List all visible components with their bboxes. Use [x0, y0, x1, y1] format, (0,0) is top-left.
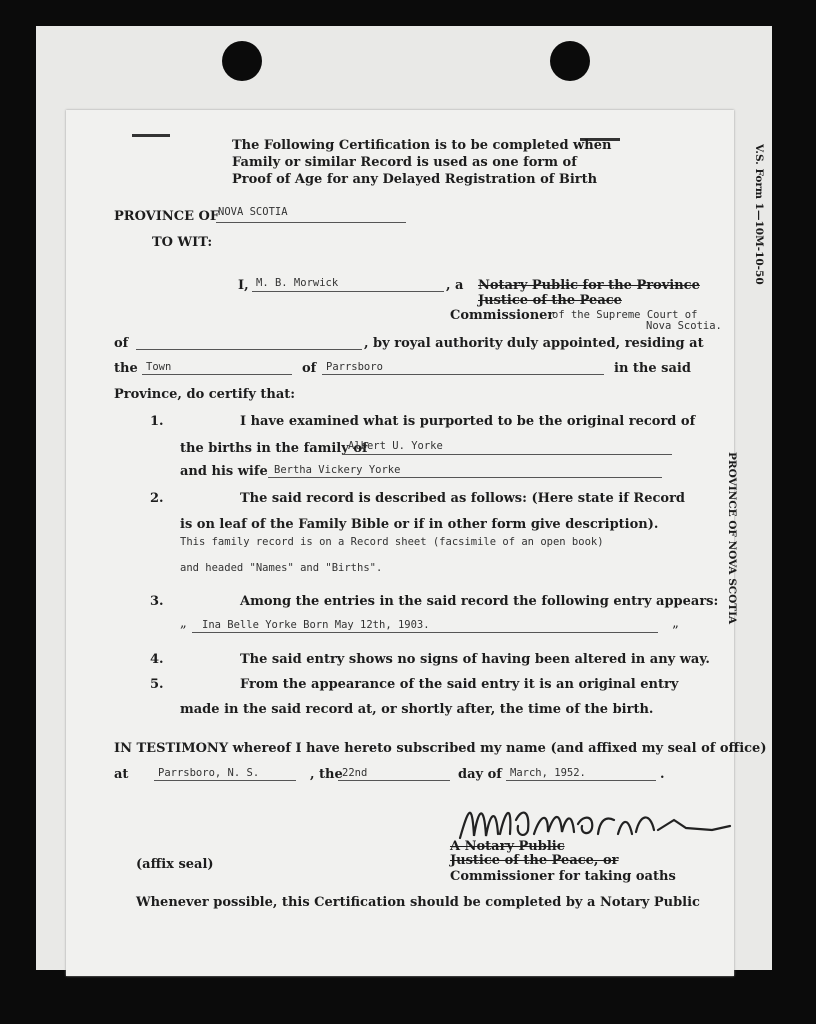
close-quote: ”: [672, 624, 679, 639]
item-4-line-1: The said entry shows no signs of having been altered in any way.: [240, 652, 710, 667]
testimony-period: .: [660, 767, 665, 782]
testimony-the: , the: [310, 767, 343, 782]
authority-text: , by royal authority duly appointed, residing at: [364, 336, 704, 351]
header-line-2: Family or similar Record is used as one form of: [232, 155, 577, 170]
residence-in-said: in the said: [614, 361, 691, 376]
testimony-month-year: March, 1952.: [510, 767, 586, 779]
to-wit-label: TO WIT:: [152, 235, 213, 250]
certifier-prefix: I,: [238, 278, 249, 293]
province-label: PROVINCE OF: [114, 209, 220, 224]
item-1-number: 1.: [150, 414, 164, 429]
mother-name: Bertha Vickery Yorke: [274, 464, 401, 476]
item-5-line-1: From the appearance of the said entry it is an original entry: [240, 677, 679, 692]
item-1-wife: and his wife: [180, 464, 268, 479]
testimony-line-1: IN TESTIMONY whereof I have hereto subscribed my name (and affixed my seal of office): [114, 741, 767, 756]
item-3-line-1: Among the entries in the said record the following entry appears:: [240, 594, 719, 609]
title-struck-notary: Notary Public for the Province: [478, 278, 700, 293]
father-name: Albert U. Yorke: [348, 440, 443, 452]
testimony-place: Parrsboro, N. S.: [158, 767, 260, 779]
item-2-line-2: is on leaf of the Family Bible or if in other form give description).: [180, 517, 659, 532]
certifier-name: M. B. Morwick: [256, 277, 339, 289]
signature-struck-justice: Justice of the Peace, or: [450, 853, 619, 868]
item-5-number: 5.: [150, 677, 164, 692]
residence-type: Town: [146, 361, 172, 373]
province-field-line: [216, 222, 406, 223]
item-3-number: 3.: [150, 594, 164, 609]
open-quote: „: [180, 616, 187, 631]
authority-line: [136, 349, 362, 350]
margin-mark: [132, 134, 170, 137]
item-1-line-1: I have examined what is purported to be the original record of: [240, 414, 696, 429]
signature-struck-notary: A Notary Public: [450, 839, 565, 854]
testimony-day-of: day of: [458, 767, 502, 782]
header-line-1: The Following Certification is to be completed when: [232, 138, 612, 153]
title-supreme-court: of the Supreme Court of: [552, 309, 698, 321]
affix-seal: (affix seal): [136, 857, 214, 872]
province-certify: Province, do certify that:: [114, 387, 296, 402]
footer-note: Whenever possible, this Certification should be completed by a Notary Public: [136, 895, 700, 910]
testimony-at: at: [114, 767, 129, 782]
punch-hole-right: [550, 41, 590, 81]
father-line: [342, 454, 672, 455]
title-struck-justice: Justice of the Peace: [478, 293, 622, 308]
title-commissioner: Commissioner: [450, 308, 555, 323]
item-2-typed-1: This family record is on a Record sheet (facsimile of an open book): [180, 536, 604, 548]
certifier-name-line: [252, 291, 444, 292]
item-2-line-1: The said record is described as follows: (Here state if Record: [240, 491, 686, 506]
authority-of: of: [114, 336, 129, 351]
item-1-births: the births in the family of: [180, 441, 368, 456]
item-5-line-2: made in the said record at, or shortly after, the time of the birth.: [180, 702, 654, 717]
residence-the: the: [114, 361, 138, 376]
residence-place: Parrsboro: [326, 361, 383, 373]
header-line-3: Proof of Age for any Delayed Registration of Birth: [232, 172, 598, 187]
province-value: NOVA SCOTIA: [218, 206, 288, 218]
form-number-label: V.S. Form 1—10M-10-50: [753, 144, 765, 285]
signature-commissioner: Commissioner for taking oaths: [450, 869, 676, 884]
entry-text: Ina Belle Yorke Born May 12th, 1903.: [202, 619, 430, 631]
residence-of: of: [302, 361, 317, 376]
province-stamp: PROVINCE OF NOVA SCOTIA: [726, 452, 738, 625]
item-4-number: 4.: [150, 652, 164, 667]
item-2-typed-2: and headed "Names" and "Births".: [180, 562, 383, 574]
certifier-a: , a: [446, 278, 464, 293]
testimony-day: 22nd: [342, 767, 368, 779]
punch-hole-left: [222, 41, 262, 81]
item-2-number: 2.: [150, 491, 164, 506]
title-nova-scotia: Nova Scotia.: [646, 320, 722, 332]
